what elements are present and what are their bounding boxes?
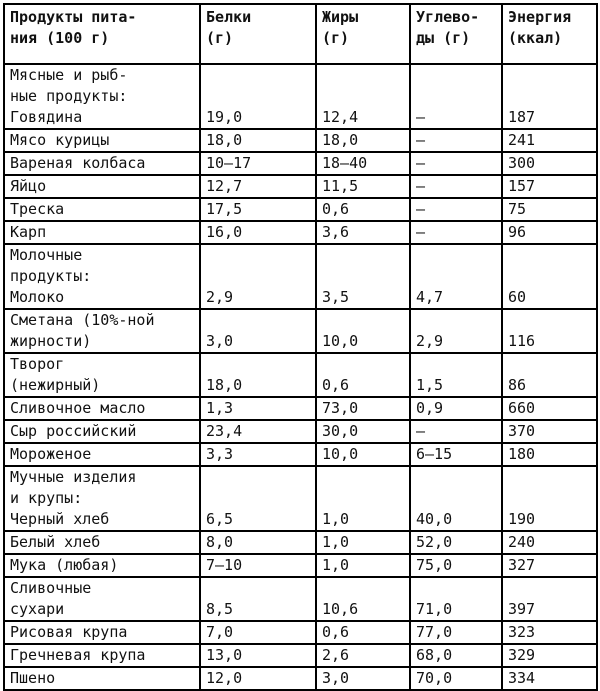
protein-cell: 13,0 xyxy=(200,644,316,667)
energy-cell: 190 xyxy=(502,466,597,531)
protein-cell: 7–10 xyxy=(200,554,316,577)
product-name-line: Мясо курицы xyxy=(10,131,110,149)
energy-cell: 334 xyxy=(502,667,597,690)
fat-cell: 0,6 xyxy=(316,621,410,644)
product-name-line: продукты: xyxy=(10,267,92,285)
table-row xyxy=(4,397,597,420)
fat-cell: 1,0 xyxy=(316,531,410,554)
product-name-cell xyxy=(4,309,200,353)
fat-cell: 10,6 xyxy=(316,577,410,621)
product-name-line: Сливочные xyxy=(10,579,92,597)
product-name-cell xyxy=(4,531,200,554)
energy-cell: 75 xyxy=(502,198,597,221)
table-row xyxy=(4,244,597,309)
carbs-cell: — xyxy=(410,420,502,443)
product-name-cell xyxy=(4,175,200,198)
fat-cell: 18–40 xyxy=(316,152,410,175)
carbs-cell: 0,9 xyxy=(410,397,502,420)
product-name-line: Мучные изделия xyxy=(10,468,137,486)
product-name-line: сухари xyxy=(10,600,65,618)
energy-cell: 327 xyxy=(502,554,597,577)
carbs-cell: 1,5 xyxy=(410,353,502,397)
carbs-cell: 68,0 xyxy=(410,644,502,667)
product-name-line: Рисовая крупа xyxy=(10,623,128,641)
fat-cell: 73,0 xyxy=(316,397,410,420)
carbs-cell: — xyxy=(410,152,502,175)
product-name-cell xyxy=(4,621,200,644)
table-row xyxy=(4,420,597,443)
carbs-cell: 4,7 xyxy=(410,244,502,309)
carbs-cell: — xyxy=(410,198,502,221)
carbs-cell: 40,0 xyxy=(410,466,502,531)
product-name-cell xyxy=(4,420,200,443)
protein-cell: 3,3 xyxy=(200,443,316,466)
protein-cell: 1,3 xyxy=(200,397,316,420)
table-row xyxy=(4,198,597,221)
product-name-line: Сыр российский xyxy=(10,422,137,440)
protein-cell: 3,0 xyxy=(200,309,316,353)
table-row xyxy=(4,309,597,353)
product-name-cell xyxy=(4,244,200,309)
table-row xyxy=(4,644,597,667)
product-name-line: Молоко xyxy=(10,288,65,306)
product-name-cell xyxy=(4,644,200,667)
energy-cell: 660 xyxy=(502,397,597,420)
product-name-cell xyxy=(4,554,200,577)
fat-cell: 3,0 xyxy=(316,667,410,690)
fat-cell: 11,5 xyxy=(316,175,410,198)
table-row xyxy=(4,554,597,577)
fat-cell: 1,0 xyxy=(316,554,410,577)
header-energy: Энергия (ккал) xyxy=(502,4,597,64)
carbs-cell: — xyxy=(410,175,502,198)
table-body xyxy=(4,64,597,690)
protein-cell: 10–17 xyxy=(200,152,316,175)
table-row xyxy=(4,175,597,198)
table-row xyxy=(4,129,597,152)
protein-cell: 12,0 xyxy=(200,667,316,690)
fat-cell: 3,6 xyxy=(316,221,410,244)
protein-cell: 7,0 xyxy=(200,621,316,644)
carbs-cell: — xyxy=(410,129,502,152)
fat-cell: 1,0 xyxy=(316,466,410,531)
fat-cell: 3,5 xyxy=(316,244,410,309)
energy-cell: 116 xyxy=(502,309,597,353)
fat-cell: 10,0 xyxy=(316,309,410,353)
table-row xyxy=(4,64,597,129)
header-protein: Белки (г) xyxy=(200,4,316,64)
carbs-cell: 6–15 xyxy=(410,443,502,466)
table-row xyxy=(4,621,597,644)
carbs-cell: 70,0 xyxy=(410,667,502,690)
table-header xyxy=(4,4,597,64)
product-name-line: ные продукты: xyxy=(10,87,128,105)
product-name-cell xyxy=(4,353,200,397)
table-row xyxy=(4,466,597,531)
protein-cell: 17,5 xyxy=(200,198,316,221)
energy-cell: 370 xyxy=(502,420,597,443)
protein-cell: 6,5 xyxy=(200,466,316,531)
product-name-line: Гречневая крупа xyxy=(10,646,146,664)
product-name-line: Треска xyxy=(10,200,65,218)
product-name-line: Белый хлеб xyxy=(10,533,101,551)
carbs-cell: 52,0 xyxy=(410,531,502,554)
product-name-cell xyxy=(4,443,200,466)
energy-cell: 323 xyxy=(502,621,597,644)
fat-cell: 30,0 xyxy=(316,420,410,443)
product-name-line: Яйцо xyxy=(10,177,47,195)
product-name-line: (нежирный) xyxy=(10,376,101,394)
carbs-cell: — xyxy=(410,221,502,244)
header-row xyxy=(4,4,597,64)
product-name-cell xyxy=(4,198,200,221)
product-name-line: Вареная колбаса xyxy=(10,154,146,172)
fat-cell: 2,6 xyxy=(316,644,410,667)
product-name-line: Карп xyxy=(10,223,47,241)
product-name-line: Сметана (10%-ной xyxy=(10,311,155,329)
product-name-line: и крупы: xyxy=(10,489,83,507)
protein-cell: 2,9 xyxy=(200,244,316,309)
table-row xyxy=(4,152,597,175)
product-name-cell xyxy=(4,466,200,531)
product-name-line: Мясные и рыб- xyxy=(10,66,128,84)
product-name-cell xyxy=(4,577,200,621)
carbs-cell: 75,0 xyxy=(410,554,502,577)
protein-cell: 18,0 xyxy=(200,129,316,152)
product-name-line: Говядина xyxy=(10,108,83,126)
product-name-cell xyxy=(4,129,200,152)
product-name-line: Мороженое xyxy=(10,445,92,463)
protein-cell: 12,7 xyxy=(200,175,316,198)
energy-cell: 86 xyxy=(502,353,597,397)
energy-cell: 60 xyxy=(502,244,597,309)
energy-cell: 96 xyxy=(502,221,597,244)
product-name-line: Мука (любая) xyxy=(10,556,119,574)
carbs-cell: 77,0 xyxy=(410,621,502,644)
fat-cell: 10,0 xyxy=(316,443,410,466)
header-fat: Жиры (г) xyxy=(316,4,410,64)
product-name-cell xyxy=(4,397,200,420)
product-name-line: жирности) xyxy=(10,332,92,350)
energy-cell: 187 xyxy=(502,64,597,129)
energy-cell: 300 xyxy=(502,152,597,175)
protein-cell: 23,4 xyxy=(200,420,316,443)
table-row xyxy=(4,353,597,397)
product-name-cell xyxy=(4,152,200,175)
product-name-cell xyxy=(4,221,200,244)
energy-cell: 241 xyxy=(502,129,597,152)
header-product: Продукты пита- ния (100 г) xyxy=(4,4,200,64)
carbs-cell: — xyxy=(410,64,502,129)
table-row xyxy=(4,221,597,244)
nutrition-table xyxy=(3,3,598,691)
product-name-line: Черный хлеб xyxy=(10,510,110,528)
product-name-line: Сливочное масло xyxy=(10,399,146,417)
energy-cell: 240 xyxy=(502,531,597,554)
fat-cell: 18,0 xyxy=(316,129,410,152)
product-name-line: Творог xyxy=(10,355,65,373)
product-name-cell xyxy=(4,64,200,129)
protein-cell: 18,0 xyxy=(200,353,316,397)
fat-cell: 0,6 xyxy=(316,198,410,221)
header-carbs: Углево- ды (г) xyxy=(410,4,502,64)
product-name-line: Молочные xyxy=(10,246,83,264)
energy-cell: 397 xyxy=(502,577,597,621)
table-row xyxy=(4,577,597,621)
fat-cell: 12,4 xyxy=(316,64,410,129)
product-name-line: Пшено xyxy=(10,669,56,687)
energy-cell: 180 xyxy=(502,443,597,466)
fat-cell: 0,6 xyxy=(316,353,410,397)
carbs-cell: 2,9 xyxy=(410,309,502,353)
protein-cell: 19,0 xyxy=(200,64,316,129)
energy-cell: 329 xyxy=(502,644,597,667)
protein-cell: 8,0 xyxy=(200,531,316,554)
protein-cell: 16,0 xyxy=(200,221,316,244)
energy-cell: 157 xyxy=(502,175,597,198)
table-row xyxy=(4,443,597,466)
protein-cell: 8,5 xyxy=(200,577,316,621)
carbs-cell: 71,0 xyxy=(410,577,502,621)
table-row xyxy=(4,531,597,554)
